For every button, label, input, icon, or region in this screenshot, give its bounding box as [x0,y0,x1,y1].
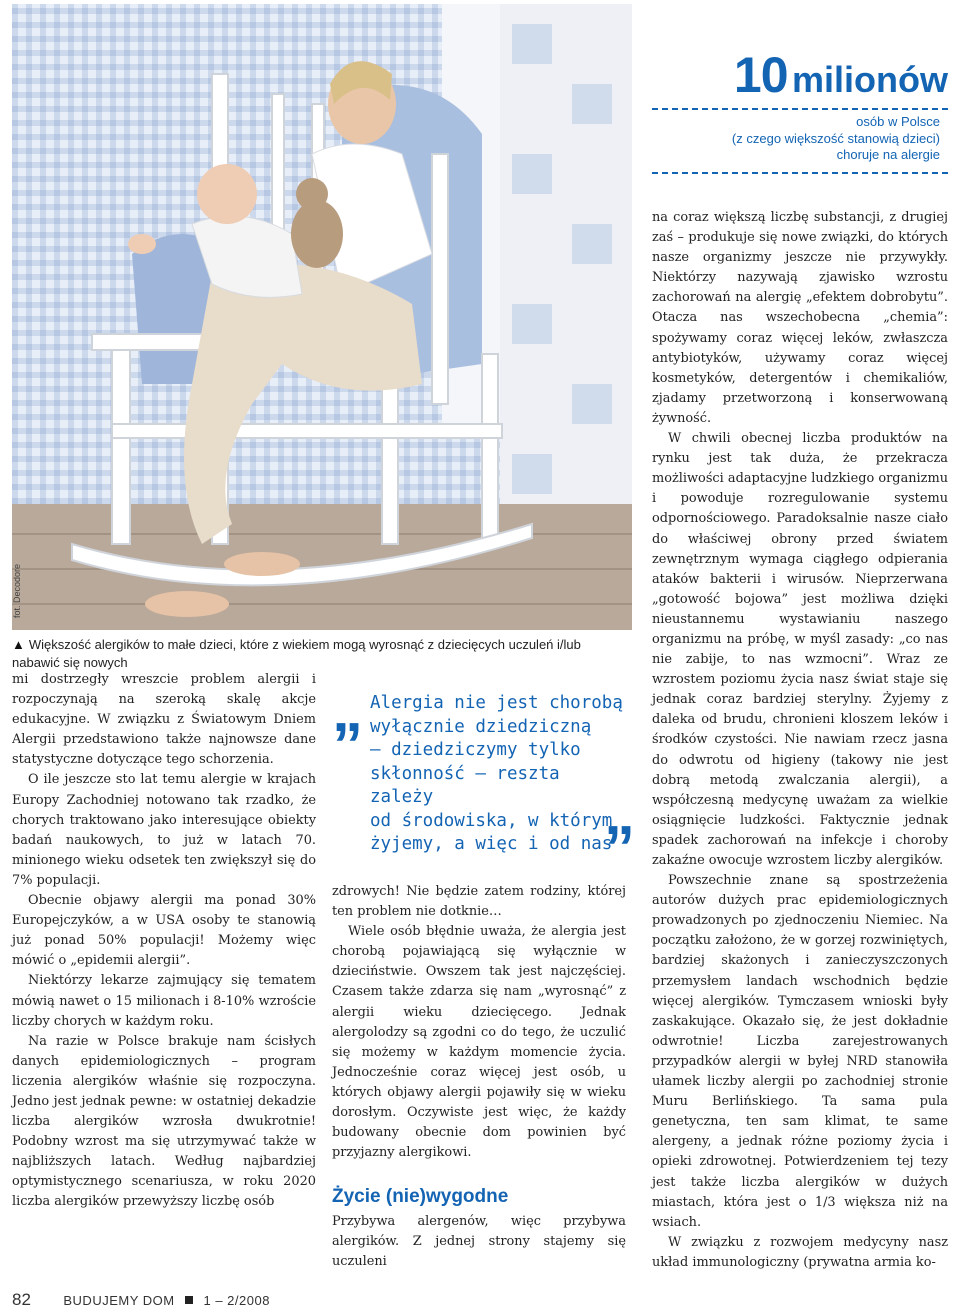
quote-line: skłonność – reszta zależy [370,763,560,807]
photo-mother-baby-rocking-chair [12,4,632,630]
article-photo [12,4,632,630]
paragraph: Wiele osób błędnie uważa, że alergia jest chorobą pojawiającą się wyłącznie w dzieciństwie. Owszem tak jest najczęściej. Czasem także zdarza się nam „wyrosnąć” z alergii wieku dziecięcego. Jednak alergolodzy są zgodni co do tego, że uczulić się możemy w każdym momencie życia. Jednocześnie coraz więcej jest osób, u których objawy alergii pojawiły się w wieku dorosłym. Oczywiste jest więc, że każdy budowany obecnie dom powinien być przyjazny alergikowi. [332,924,626,1161]
paragraph: Na razie w Polsce brakuje nam ścisłych danych epidemiologicznych – program liczenia alergików właśnie się rozpoczyna. Jedno jest jednak pewne: w ostatniej dekadzie liczba alergików wzrosła dwukrotnie! Podobny wzrost ma się utrzymywać także w najbliższych latach. Według najbardziej optymistycznego scenariusza, w roku 2020 liczba alergików przewyższy liczbę osób [12,1033,316,1210]
paragraph: zdrowych! Nie będzie zatem rodziny, której ten problem nie dotknie… [332,884,626,920]
photo-caption [12,636,632,672]
issue-number: 1 – 2/2008 [203,1293,270,1308]
paragraph: Niektórzy lekarze zajmujący się tematem mówią nawet o 15 milionach i 8-10% wzroście liczby chorych w każdym roku. [12,973,316,1029]
stat-sub-line: (z czego większość stanowią dzieci) [731,130,940,146]
stat-divider-bottom [652,172,948,174]
caption-text: Większość alergików to małe dzieci, które z wiekiem mogą wyrosnąć z dziecięcych uczuleń i/lub nabawić się nowych [12,637,581,670]
article-column-middle [332,882,626,1163]
paragraph: W chwili obecnej liczba produktów na rynku jest tak duża, że przekracza możliwości adaptacyjne ludzkiego organizmu i powoduje rozregulowanie systemu odpornościowego. Paradoksalnie nasze ciało do właściwej obrony przed światem zewnętrznym wymaga ciągłego odpierania ataków bakterii i wirusów. Nieprzerwana „gotowość bojowa” jest możliwa dzięki nieustannemu wystawianiu naszego organizmu na próbę, w myśl zasady: „co nas nie zabije, to nas wzmocni”. Wraz ze wzrostem poziomu życia nasz świat staje się jednak coraz bardziej sterylny. Żyjemy z daleka od brudu, chronieni kloszem leków i środków czystości. Nie nawiam rzecz jasna do odwrotu od higieny (takowy nie jest dobrą metodą zwalczania alergii), a współczesną medycynę uważam za wielkie osiągnięcie ludzkości. Faktycznie jednak spadek zachorowań na infekcje i choroby zakaźne owocuje wzrostem liczby alergików. [652,431,948,868]
stat-sub-line: osób w Polsce [856,114,940,129]
stat-box [652,47,948,178]
stat-word: milionów [792,59,948,100]
pull-quote [332,692,632,857]
quote-line: od środowiska, w którym [370,810,613,831]
stat-subtext [652,114,948,164]
paragraph: W związku z rozwojem medycyny nasz układ immunologiczny (prywatna armia ko- [652,1234,948,1270]
stat-divider-top [652,108,948,110]
magazine-name: BUDUJEMY DOM [63,1293,175,1308]
section-heading: Życie (nie)wygodne [332,1186,509,1207]
article-column-middle-after-heading [332,1212,626,1272]
stat-sub-line: choruje na alergie [836,147,940,162]
stat-headline [652,47,948,103]
article-column-right [652,208,948,1273]
paragraph: Obecnie objawy alergii ma ponad 30% Europejczyków, a w USA osoby te stanowią już ponad 50% populacji! Możemy więc mówić o „epidemii alergii”. [12,893,316,969]
quote-close-icon: ” [604,814,635,883]
paragraph: Przybywa alergenów, więc przybywa alergików. Z jednej strony stajemy się uczuleni [332,1214,626,1270]
paragraph: mi dostrzegły wreszcie problem alergii i rozpoczynają na szeroką skalę akcje edukacyjne. W związku z Światowym Dniem Alergii przedstawiono także najnowsze dane statystyczne dotyczące tego schorzenia. [12,672,316,768]
article-column-left [12,670,316,1213]
photo-credit: fot. Decodore [12,563,23,619]
paragraph: Powszechnie znane są spostrzeżenia autorów dużych prac epidemiologicznych prowadzonych po zjednoczeniu Niemiec. Na początku założono, że w gorzej rozwiniętych, bardziej skażonych i zanieczyszczonych przemysłem landach wschodnich będzie więcej alergików. Tymczasem wnioski były zaskakujące. Okazało się, że jest dokładnie odwrotnie! Liczba zarejestrowanych przypadków alergii w byłej NRD stanowiła ułamek liczby alergii po zachodniej stronie Muru Berlińskiego. Ta sama pula genetyczna, ten sam klimat, te same alergeny, a jednak różne poziomy życia i opieki zdrowotnej. Potwierdzeniem tej tezy jest także liczba alergików w dużych miastach, która jest o 1/3 większa niż na wsiach. [652,873,948,1230]
quote-line: żyjemy, a więc i od nas [370,834,613,854]
paragraph: O ile jeszcze sto lat temu alergie w krajach Europy Zachodniej notowano tak rzadko, że chorych traktowano jako interesujące obiekty badań naukowych, to już w latach 70. minionego wieku odsetek ten zwiększył się do 7% populacji. [12,772,316,888]
quote-line: – dziedziczymy tylko [370,740,581,760]
page-number: 82 [12,1290,31,1309]
caption-triangle-icon: ▲ [12,637,25,652]
quote-line: wyłącznie dziedziczną [370,716,592,737]
paragraph: na coraz większą liczbę substancji, z drugiej zaś – produkuje się nowe związki, do których nasze organizmy jeszcze nie przywykły. Niektórzy nazywają zjawisko wzrostu zachorowań na alergię „efektem dobrobytu”. Otacza nas wszechobecna „chemia”: spożywamy coraz więcej leków, zwłaszcza antybiotyków, używamy coraz więcej kosmetyków, detergentów i chemikaliów, zjadamy przetworzoną i konserwowaną żywność. [652,210,948,426]
quote-open-icon: „ [332,676,363,745]
page-footer [12,1290,270,1310]
footer-square-icon [185,1296,193,1304]
quote-line: Alergia nie jest chorobą [370,693,623,713]
stat-number: 10 [733,47,788,103]
